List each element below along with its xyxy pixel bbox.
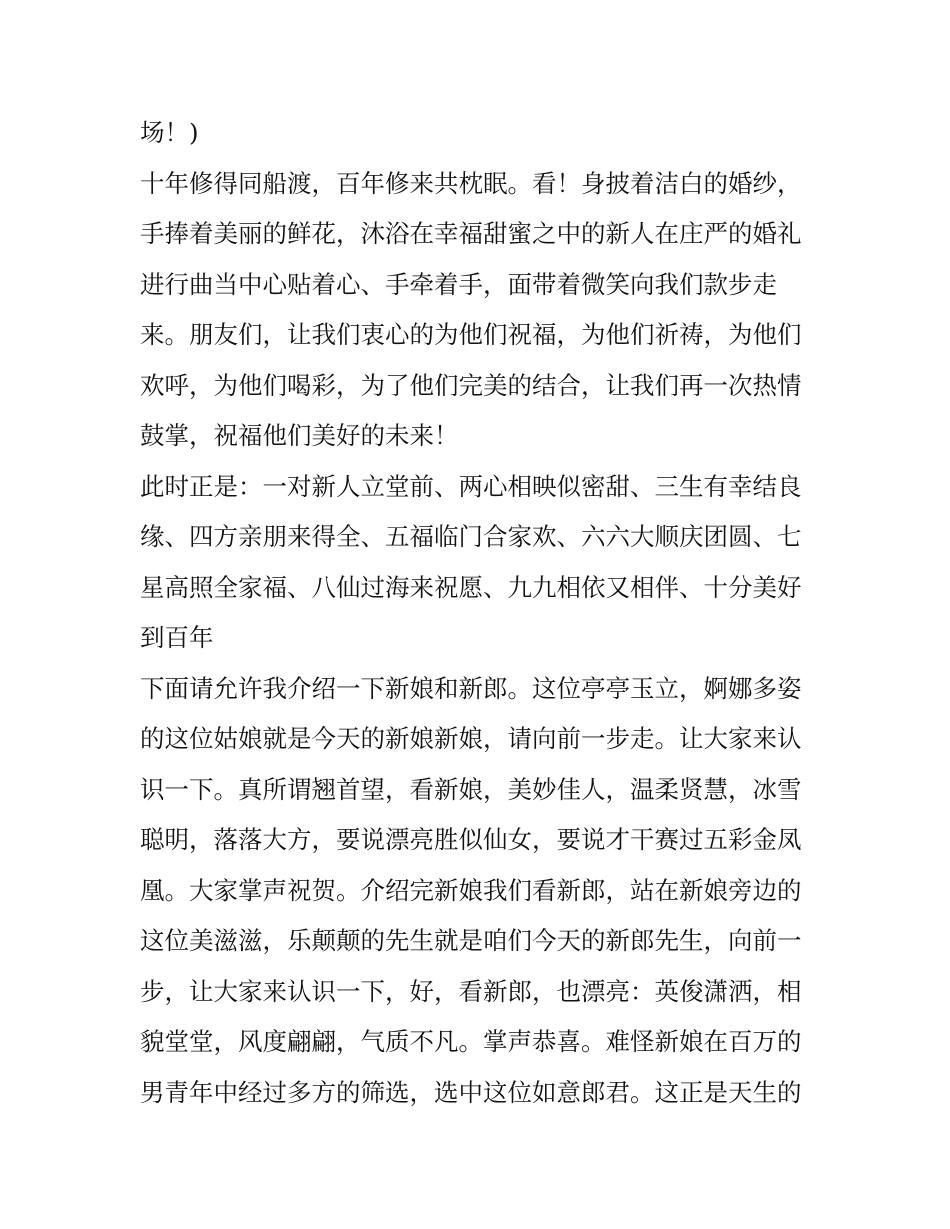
text-line: 识一下。真所谓翘首望，看新娘，美妙佳人，温柔贤慧，冰雪 [140, 774, 802, 804]
text-line: 的这位姑娘就是今天的新娘新娘，请向前一步走。让大家来认 [140, 724, 802, 753]
text-line: 手捧着美丽的鲜花，沐浴在幸福甜蜜之中的新人在庄严的婚礼 [140, 219, 802, 248]
text-line: 到百年 [140, 623, 214, 652]
text-line: 男青年中经过多方的筛选，选中这位如意郎君。这正是天生的 [140, 1077, 802, 1107]
document-body [140, 108, 820, 1118]
text-line: 缘、四方亲朋来得全、五福临门合家欢、六六大顺庆团圆、七 [140, 522, 802, 551]
text-line: 欢呼，为他们喝彩，为了他们完美的结合，让我们再一次热情 [140, 370, 802, 400]
text-line: 进行曲当中心贴着心、手牵着手，面带着微笑向我们款步走 [140, 269, 777, 299]
text-line: 鼓掌，祝福他们美好的未来！ [140, 421, 459, 450]
text-line: 这位美滋滋，乐颠颠的先生就是咱们今天的新郎先生，向前一 [140, 926, 802, 955]
text-line: 聪明，落落大方，要说漂亮胜似仙女，要说才干赛过五彩金凤 [140, 825, 802, 854]
text-line: 此时正是：一对新人立堂前、两心相映似密甜、三生有幸结良 [140, 471, 802, 501]
text-line: 场！) [140, 118, 199, 147]
text-line: 十年修得同船渡，百年修来共枕眠。看！身披着洁白的婚纱， [140, 168, 802, 198]
text-line: 步，让大家来认识一下，好，看新郎，也漂亮：英俊潇洒，相 [140, 976, 802, 1006]
text-line: 凰。大家掌声祝贺。介绍完新娘我们看新郎，站在新娘旁边的 [140, 875, 802, 905]
text-line: 来。朋友们，让我们衷心的为他们祝福，为他们祈祷，为他们 [140, 320, 802, 349]
text-line: 星高照全家福、八仙过海来祝愿、九九相依又相伴、十分美好 [140, 572, 802, 602]
text-line: 下面请允许我介绍一下新娘和新郎。这位亭亭玉立，婀娜多姿 [140, 673, 802, 703]
text-line: 貌堂堂，风度翩翩，气质不凡。掌声恭喜。难怪新娘在百万的 [140, 1027, 802, 1056]
